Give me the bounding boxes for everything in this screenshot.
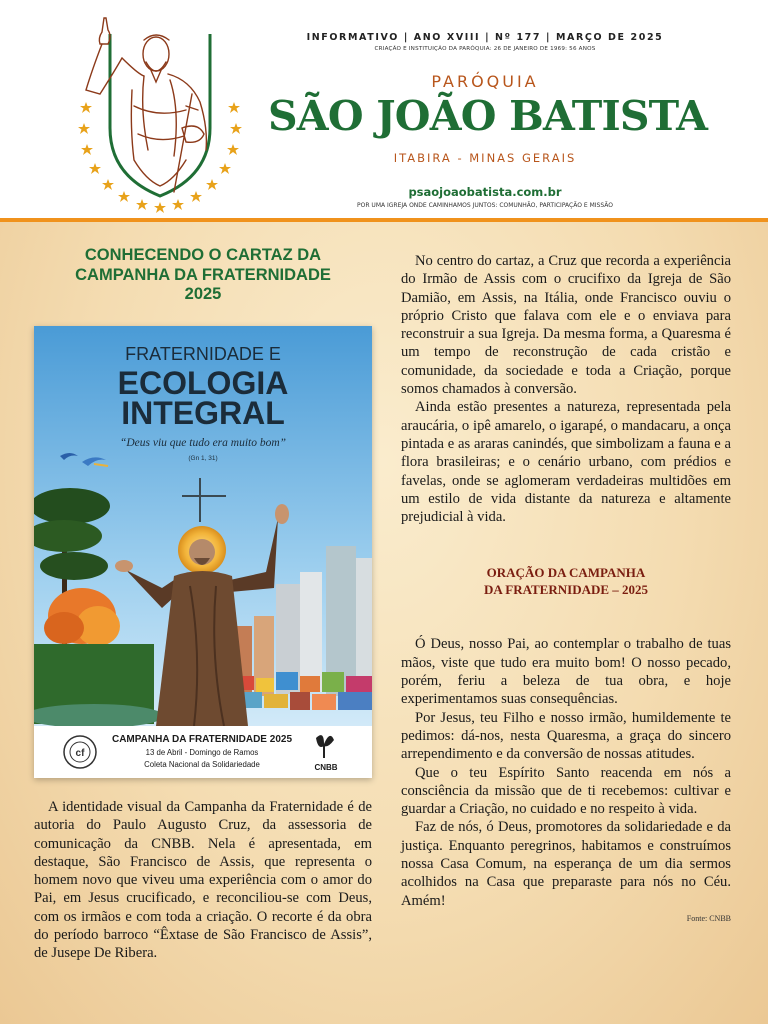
prayer-paragraph: Que o teu Espírito Santo reacenda em nós a consciência da missão que de ti recebemos: cultivar e guardar a Criação, no cuidado e no respeito à vida. [401,764,731,818]
parish-city: ITABIRA - MINAS GERAIS [393,151,577,165]
article-paragraph: Ainda estão presentes a natureza, representada pela araucária, o ipê amarelo, o igarapé, o mandacaru, a onça pintada e as araras canindés, que simbolizam a fauna e a flora brasileiras; e o cenário urbano, com prédios e favelas, onde se aglomeram verdadeiras multidões em um estilo de vida distante da natureza e altamente prejudicial à vida. [401,399,731,526]
parish-founding-info: CRIAÇÃO E INSTITUIÇÃO DA PARÓQUIA: 26 DE JANEIRO DE 1969: 56 ANOS [374,46,596,52]
article-paragraph: No centro do cartaz, a Cruz que recorda a experiência do Irmão de Assis com o crucifixo da Igreja de São Damião, em Assis, na Itália, onde Francisco ouviu o próprio Cristo que falava com ele e o enviava para reconstruir a sua Igreja. Da mesma forma, a Quaresma é um tempo de reconstrução de cada cristão e comunidade, da sociedade e toda a Criação, porque somos chamados à conversão. [401,253,731,398]
prayer-source: Fonte: CNBB [686,913,731,923]
paroquia-label: PARÓQUIA [431,72,539,91]
poster-quote: “Deus viu que tudo era muito bom” [119,437,287,449]
poster-campaign: CAMPANHA DA FRATERNIDADE 2025 [111,734,293,745]
article-title-line: CAMPANHA DA FRATERNIDADE [75,265,331,284]
svg-text:cf: cf [75,748,85,759]
poster-line3: INTEGRAL [121,395,285,431]
prayer-paragraph: Ó Deus, nosso Pai, ao contemplar o trabalho de tuas mãos, viste que tudo era muito bom! O nosso pecado, porém, feriu a beleza de tua obra, e hoje experimentamos suas consequências. [401,636,731,708]
poster-reference: (Gn 1, 31) [188,455,218,462]
poster-date: 13 de Abril - Domingo de Ramos [145,748,259,757]
poster-description [34,798,372,963]
left-column [34,246,372,962]
article-paragraph: A identidade visual da Campanha da Fraternidade é de autoria do Paulo Augusto Cruz, da assessoria de comunicação da CNBB. Nela é apresentada, em destaque, São Francisco de Assis, que representa o homem novo que viveu uma experiência com o amor do Pai, em Jesus crucificado, e reconciliou-se com Deus, com os irmãos e com toda a criação. O recorte é da obra do período barroco “Êxtase de São Francisco de Assis”, de Jusepe De Ribera. [34,799,372,962]
right-column [401,252,731,923]
parish-name: SÃO JOÃO BATISTA [268,92,708,140]
prayer-title [401,564,731,598]
poster-cnbb: CNBB [314,763,338,772]
newsletter-header [0,0,768,218]
poster-line2: ECOLOGIA [117,365,289,401]
poster-collection: Coleta Nacional da Solidariedade [144,760,260,769]
article-title-line: CONHECENDO O CARTAZ DA [84,246,322,264]
prayer-title-line: ORAÇÃO DA CAMPANHA [486,565,646,581]
issue-info: INFORMATIVO | ANO XVIII | Nº 177 | MARÇO DE 2025 [306,32,664,43]
parish-motto: POR UMA IGREJA ONDE CAMINHAMOS JUNTOS: COMUNHÃO, PARTICIPAÇÃO E MISSÃO [357,202,613,209]
campaign-poster [34,326,372,778]
article-title [34,246,372,305]
prayer-title-line: DA FRATERNIDADE – 2025 [483,582,649,598]
prayer-paragraph: Faz de nós, ó Deus, promotores da solidariedade e da justiça. Enquanto peregrinos, habitamos e construímos nossa Casa Comum, na esperança de um dia sermos acolhidos na Casa que preparaste para nós no Céu. Amém! [401,819,731,909]
prayer-paragraph: Por Jesus, teu Filho e nosso irmão, humildemente te pedimos: dá-nos, nesta Quaresma, a graça do sincero arrependimento e da conversão de nossas atitudes. [401,709,731,763]
article-title-line: 2025 [184,285,222,303]
poster-line1: FRATERNIDADE E [125,344,281,364]
page-content [0,222,768,1024]
parish-logo [74,10,246,216]
website-link[interactable]: psaojoaobatista.com.br [408,185,562,199]
